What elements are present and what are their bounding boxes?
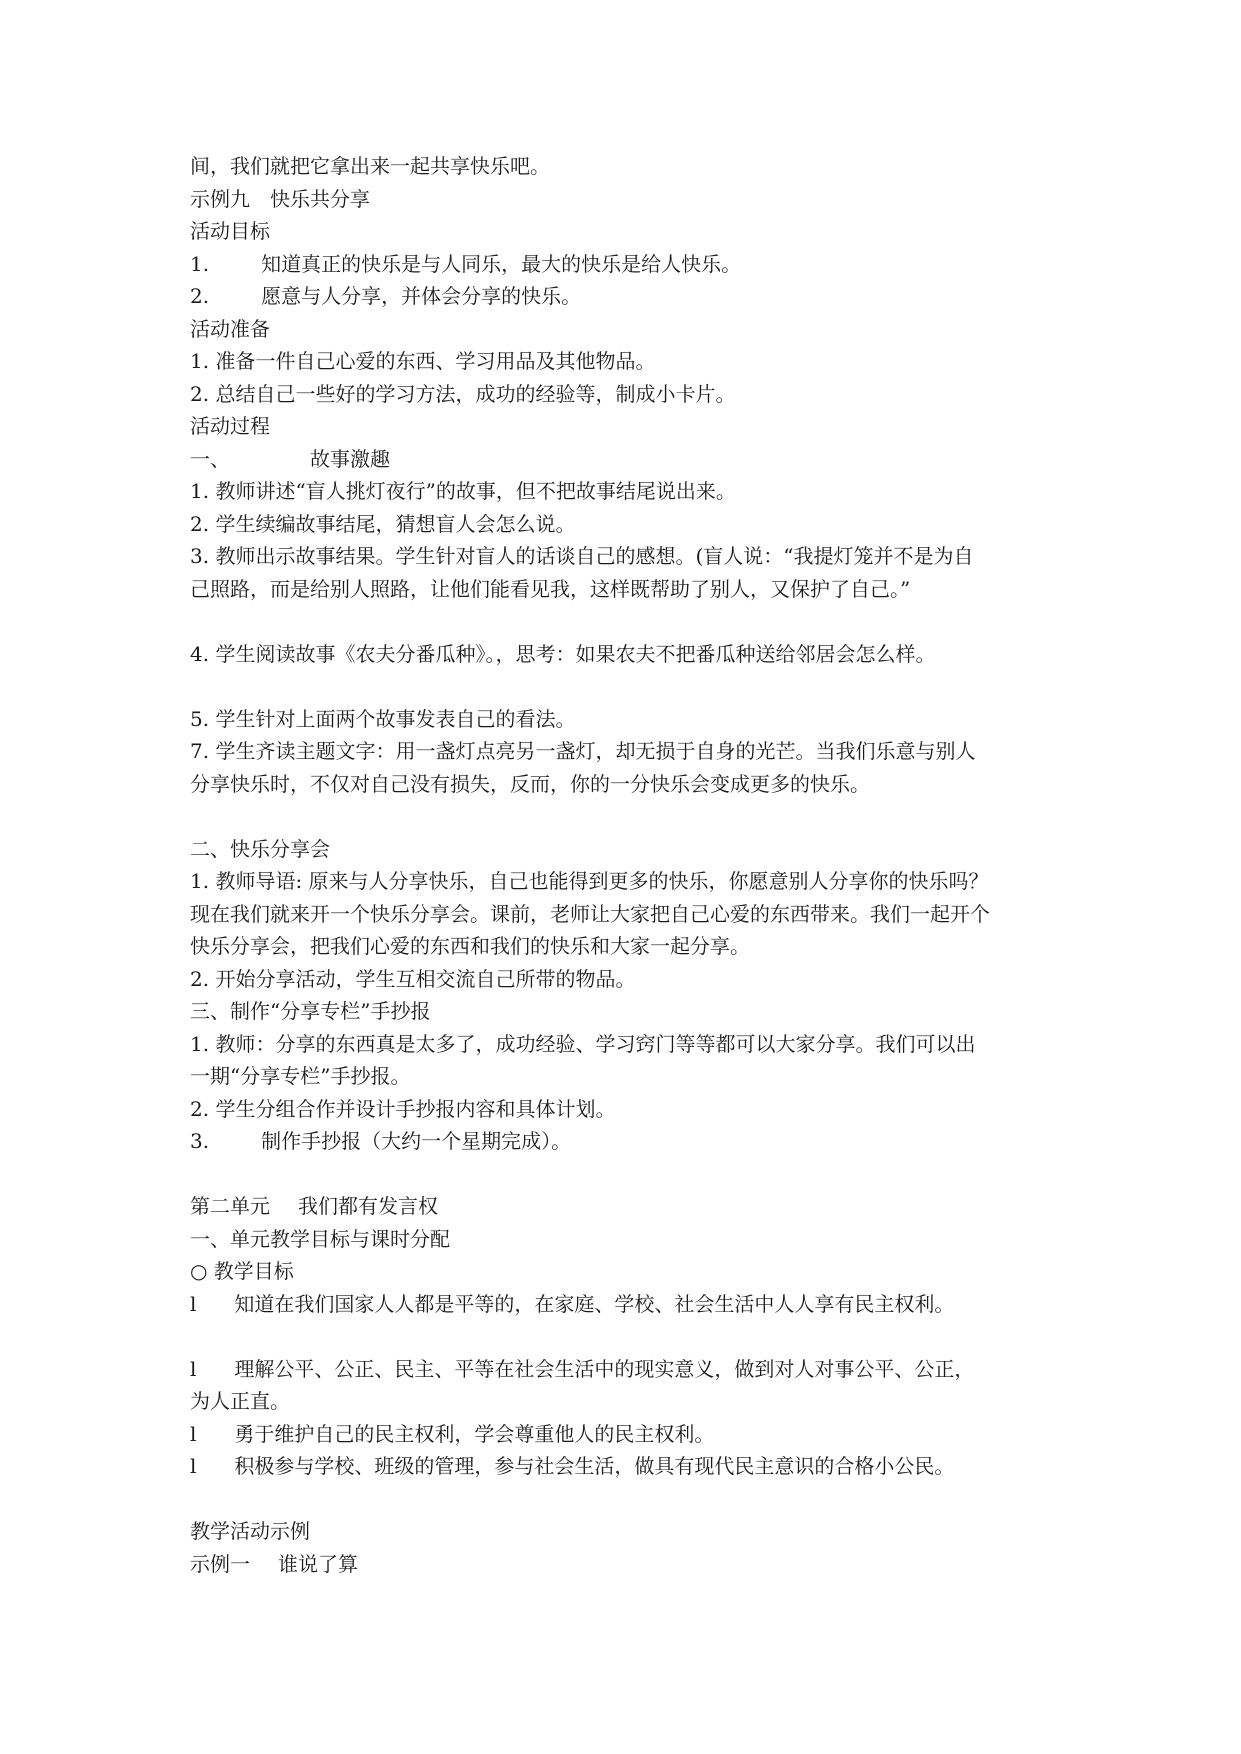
list-item: 1. 教师：分享的东西真是太多了，成功经验、学习窍门等等都可以大家分享。我们可以出 [190, 1031, 976, 1056]
bullet-text: 知道在我们国家人人都是平等的，在家庭、学校、社会生活中人人享有民主权利。 [234, 1291, 955, 1316]
list-item: 2. 学生分组合作并设计手抄报内容和具体计划。 [190, 1096, 616, 1121]
subsection-heading: 三、制作“分享专栏”手抄报 [190, 999, 431, 1023]
text-line: 间，我们就把它拿出来一起共享快乐吧。 [190, 154, 550, 178]
unit-number: 第二单元 [190, 1194, 270, 1218]
text-line: 分享快乐时，不仅对自己没有损失，反而，你的一分快乐会变成更多的快乐。 [190, 771, 870, 796]
item-text: 愿意与人分享，并体会分享的快乐。 [261, 284, 582, 308]
example-title: 示例九 快乐共分享 [190, 186, 370, 211]
item-number: 2. [190, 284, 210, 308]
unit-title [190, 1190, 1070, 1223]
bullet-text: 勇于维护自己的民主权利，学会尊重他人的民主权利。 [234, 1421, 715, 1446]
list-item [190, 248, 1070, 281]
section-heading: 活动准备 [190, 316, 270, 341]
example-name: 谁说了算 [278, 1551, 358, 1576]
bullet-text: 积极参与学校、班级的管理，参与社会生活，做具有现代民主意识的合格小公民。 [234, 1454, 955, 1478]
blank-line [190, 800, 1070, 833]
text-line: 一期“分享专栏”手抄报。 [190, 1064, 411, 1088]
text-line: 为人正直。 [190, 1389, 290, 1413]
subsection-heading [190, 443, 1070, 476]
list-item: 2. 学生续编故事结尾，猜想盲人会怎么说。 [190, 511, 576, 536]
bullet-item [190, 1288, 1070, 1321]
list-item: 5. 学生针对上面两个故事发表自己的看法。 [190, 706, 576, 731]
list-item: 1. 教师导语: 原来与人分享快乐，自己也能得到更多的快乐，你愿意别人分享你的快乐吗？ [190, 869, 989, 893]
blank-line [190, 670, 1070, 703]
item-text: 制作手抄报（大约一个星期完成）。 [261, 1129, 572, 1153]
bullet-marker: l [190, 1291, 197, 1316]
document-page [190, 150, 1070, 1580]
bullet-item [190, 1353, 1070, 1386]
list-item [190, 280, 1070, 313]
list-item: 2. 总结自己一些好的学习方法，成功的经验等，制成小卡片。 [190, 381, 736, 406]
item-number: 3. [190, 1129, 210, 1153]
example-number: 示例一 [190, 1551, 250, 1576]
bullet-marker: l [190, 1356, 197, 1381]
bullet-text: 理解公平、公正、民主、平等在社会生活中的现实意义，做到对人对事公平、公正， [234, 1356, 975, 1381]
list-item: 4. 学生阅读故事《农夫分番瓜种》。，思考：如果农夫不把番瓜种送给邻居会怎么样。 [190, 641, 936, 666]
unit-name: 我们都有发言权 [298, 1194, 438, 1218]
list-item [190, 1125, 1070, 1158]
blank-line [190, 1320, 1070, 1353]
blank-line [190, 605, 1070, 638]
list-item: 7. 学生齐读主题文字：用一盏灯点亮另一盏灯，却无损于自身的光芒。当我们乐意与别人 [190, 739, 976, 763]
section-title: 故事激趣 [310, 446, 390, 471]
bullet-item [190, 1450, 1070, 1483]
item-text: 知道真正的快乐是与人同乐，最大的快乐是给人快乐。 [261, 251, 742, 276]
blank-line [190, 1483, 1070, 1516]
text-line: 快乐分享会，把我们心爱的东西和我们的快乐和大家一起分享。 [190, 934, 750, 958]
objectives-heading: ○ 教学目标 [190, 1259, 294, 1283]
section-heading: 活动过程 [190, 414, 270, 438]
section-heading: 教学活动示例 [190, 1519, 310, 1543]
section-number: 一、 [190, 446, 230, 471]
list-item: 3. 教师出示故事结果。学生针对盲人的话谈自己的感想。(盲人说：“我提灯笼并不是为自 [190, 544, 974, 568]
section-heading: 活动目标 [190, 219, 270, 243]
blank-line [190, 1158, 1070, 1191]
text-line: 己照路，而是给别人照路，让他们能看见我，这样既帮助了别人，又保护了自己。” [190, 576, 911, 601]
text-line: 现在我们就来开一个快乐分享会。课前，老师让大家把自己心爱的东西带来。我们一起开个 [190, 901, 990, 926]
subsection-heading: 二、快乐分享会 [190, 836, 330, 861]
bullet-item [190, 1418, 1070, 1451]
list-item: 1. 教师讲述“盲人挑灯夜行”的故事，但不把故事结尾说出来。 [190, 479, 736, 503]
subsection-heading: 一、单元教学目标与课时分配 [190, 1226, 450, 1251]
example-title [190, 1548, 1070, 1581]
item-number: 1. [190, 251, 210, 276]
bullet-marker: l [190, 1454, 197, 1478]
list-item: 1. 准备一件自己心爱的东西、学习用品及其他物品。 [190, 349, 656, 373]
bullet-marker: l [190, 1421, 197, 1446]
list-item: 2. 开始分享活动，学生互相交流自己所带的物品。 [190, 966, 636, 991]
